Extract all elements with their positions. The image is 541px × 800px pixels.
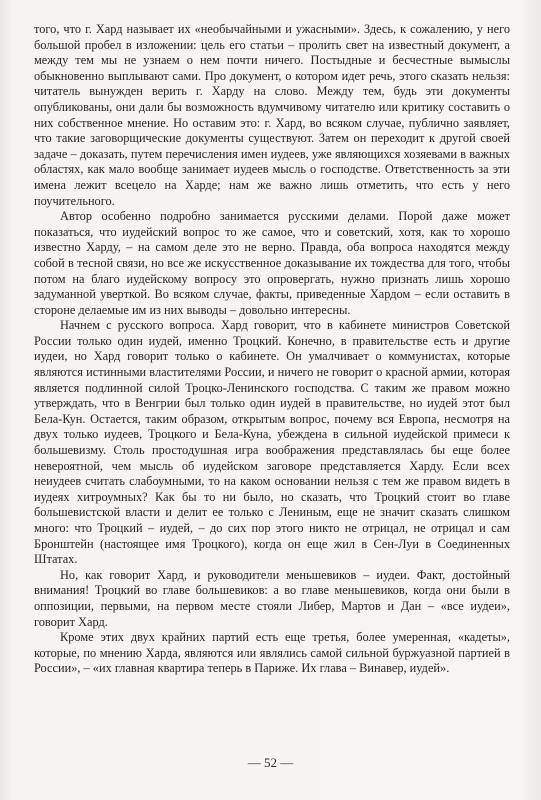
paragraph: того, что г. Хард называет их «необычайными и ужасными». Здесь, к сожалению, у него большой пробел в изложении: цель его статьи – пролить свет на известный документ, а между тем мы не узнаем о нем почти ничего. Постыдные и бесчестные вымыслы обыкновенно выплывают сами. Про документ, о котором идет речь, этого сказать нельзя: читатель вынужден верить г. Харду на слово. Между тем, будь эти документы опубликованы, они дали бы возможность вдумчивому читателю или критику составить о них собственное мнение. Но оставим это: г. Хард, во всяком случае, публично заявляет, что такие заговорщические документы существуют. Затем он переходит к другой своей задаче – доказать, путем перечисления имен иудеев, уже являющихся хозяевами в важных областях, как мало вообще занимает иудеев мысль о господстве. Ответственность за эти имена лежит всецело на Харде; нам же важно лишь отметить, что есть у него поучительного.: [34, 22, 510, 208]
paragraph: Кроме этих двух крайних партий есть еще третья, более умеренная, «кадеты», которые, по мнению Харда, являются или являлись самой сильной буржуазной партией в России», – «их главная квартира теперь в Париже. Их глава – Винавер, иудей».: [34, 630, 510, 676]
paragraph: Автор особенно подробно занимается русскими делами. Порой даже может показаться, что иудейский вопрос то же самое, что и советский, хотя, как то хорошо известно Харду, – на самом деле это не верно. Правда, оба вопроса находятся между собой в тесной связи, но все же искусственное доказывание их тождества для того, чтобы потом на благо иудейскому вопросу это опровергать, нужно признать лишь хорошо задуманной уверткой. Во всяком случае, факты, приведенные Хардом – если оставить в стороне делаемые им из них выводы – довольно интересны.: [34, 209, 510, 317]
paragraph: Но, как говорит Хард, и руководители меньшевиков – иудеи. Факт, достойный внимания! Троцкий во главе большевиков: а во главе меньшевиков, когда они были в оппозиции, первыми, на первом месте стояли Либер, Мартов и Дан – «все иудеи», говорит Хард.: [34, 567, 510, 629]
body-text: [34, 22, 510, 677]
page-number: — 52 —: [247, 755, 294, 770]
paragraph: Начнем с русского вопроса. Хард говорит, что в кабинете министров Советской России только один иудей, именно Троцкий. Конечно, в правительстве есть и другие иудеи, но Хард говорит только о кабинете. Он умалчивает о коммунистах, которые являются истинными властителями России, и ничего не говорит о красной армии, которая является подлинной силой Троцко-Ленинского господства. С таким же правом можно утверждать, что в Венгрии был только один иудей в правительстве, но иудей этот был Бела-Кун. Остается, таким образом, открытым вопрос, почему вся Европа, несмотря на двух только иудеев, Троцкого и Бела-Куна, убеждена в сильной иудейской примеси к большевизму. Столь простодушная игра воображения представлялась бы еще более невероятной, чем мысль об иудейском заговоре представляется Харду. Если всех неиудеев считать слабоумными, то на каком основании нельзя с тем же правом видеть в иудеях хитроумных? Как бы то ни было, но сказать, что Троцкий стоит во главе большевистской власти и делит ее только с Лениным, еще не значит сказать слишком много: что Троцкий – иудей, – до сих пор этого никто не отрицал, не отрицал и сам Бронштейн (настоящее имя Троцкого), когда он еще жил в Сен-Луи в Соединенных Штатах.: [34, 318, 510, 567]
